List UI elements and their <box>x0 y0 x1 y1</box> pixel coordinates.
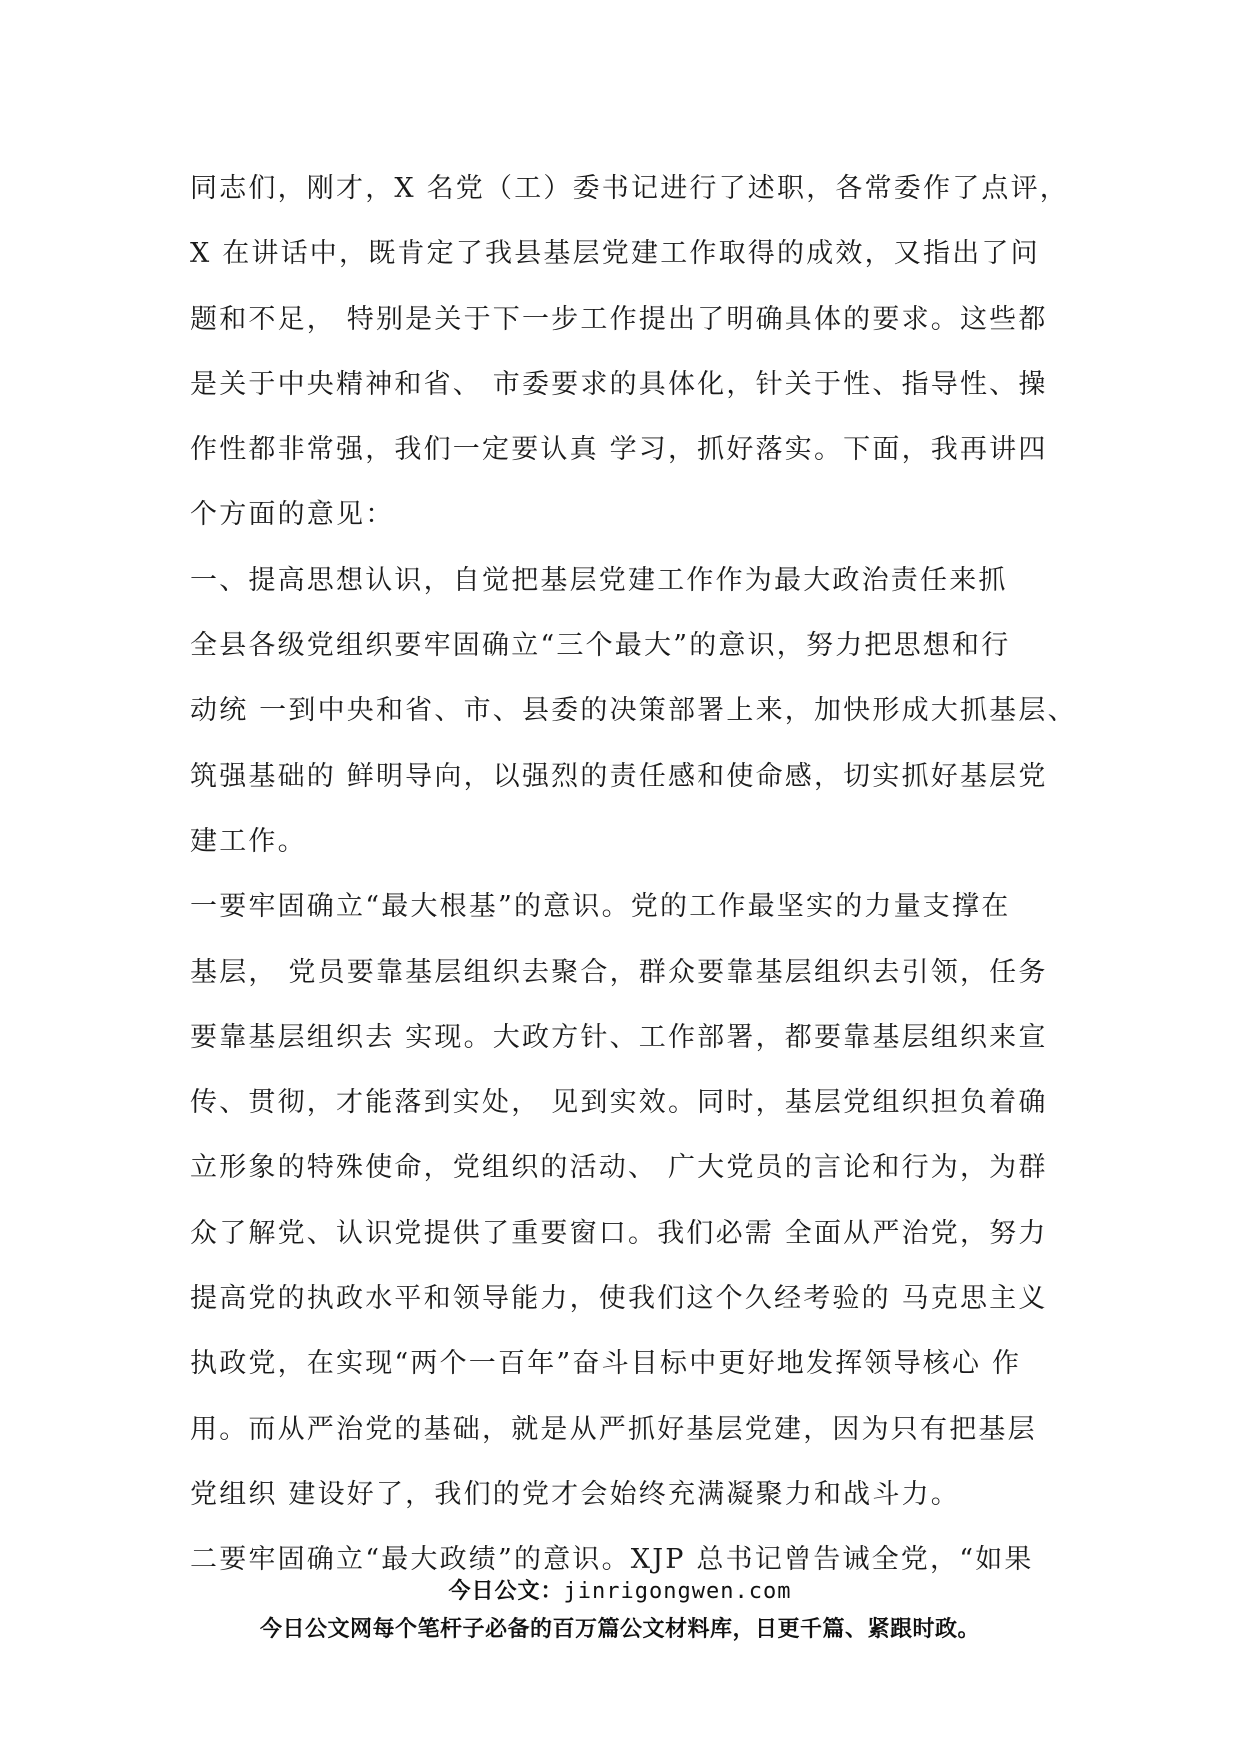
document-body <box>190 156 1077 1593</box>
text-line: 党组织 建设好了，我们的党才会始终充满凝聚力和战斗力。 <box>190 1478 960 1510</box>
text-line: 用。而从严治党的基础，就是从严抓好基层党建，因为只有把基层 <box>190 1413 1037 1445</box>
text-line: 筑强基础的 鲜明导向，以强烈的责任感和使命感，切实抓好基层党 <box>190 760 1048 792</box>
text-line: 立形象的特殊使命，党组织的活动、 广大党员的言论和行为，为群 <box>190 1152 1048 1184</box>
text-line: 动统 一到中央和省、市、县委的决策部署上来，加快形成大抓基层、 <box>190 695 1077 727</box>
text-line: 执政党，在实现“两个一百年”奋斗目标中更好地发挥领导核心 作 <box>190 1348 1022 1380</box>
text-line: 建工作。 <box>190 825 307 857</box>
text-line: 传、贯彻，才能落到实处， 见到实效。同时，基层党组织担负着确 <box>190 1087 1048 1119</box>
text-line: 要靠基层组织去 实现。大政方针、工作部署，都要靠基层组织来宣 <box>190 1021 1048 1053</box>
section-heading: 一、提高思想认识，自觉把基层党建工作作为最大政治责任来抓 <box>190 564 1008 596</box>
text-line: 基层， 党员要靠基层组织去聚合，群众要靠基层组织去引领，任务 <box>190 956 1048 988</box>
footer-site-line <box>0 1574 1240 1605</box>
text-line: 二要牢固确立“最大政绩”的意识。XJP 总书记曾告诫全党，“如果 <box>190 1544 1034 1576</box>
text-line: 同志们，刚才，X 名党（工）委书记进行了述职，各常委作了点评， <box>190 173 1070 204</box>
text-line: 作性都非常强，我们一定要认真 学习，抓好落实。下面，我再讲四 <box>190 434 1048 466</box>
text-line: 题和不足， 特别是关于下一步工作提出了明确具体的要求。这些都 <box>190 303 1048 335</box>
text-line: 全县各级党组织要牢固确立“三个最大”的意识，努力把思想和行 <box>190 630 1011 662</box>
text-line: X 在讲话中，既肯定了我县基层党建工作取得的成效，又指出了问 <box>190 238 1040 270</box>
footer-slogan: 今日公文网每个笔杆子必备的百万篇公文材料库，日更千篇、紧跟时政。 <box>259 1617 980 1642</box>
footer-site-label: 今日公文： <box>448 1579 564 1604</box>
text-line: 提高党的执政水平和领导能力，使我们这个久经考验的 马克思主义 <box>190 1283 1048 1315</box>
text-line: 个方面的意见： <box>190 499 395 531</box>
text-line: 众了解党、认识党提供了重要窗口。我们必需 全面从严治党，努力 <box>190 1217 1048 1249</box>
text-line: 是关于中央精神和省、 市委要求的具体化，针关于性、指导性、操 <box>190 368 1048 400</box>
footer-site-link[interactable]: jinrigongwen.com <box>563 1579 792 1604</box>
text-line: 一要牢固确立“最大根基”的意识。党的工作最坚实的力量支撑在 <box>190 891 1011 923</box>
